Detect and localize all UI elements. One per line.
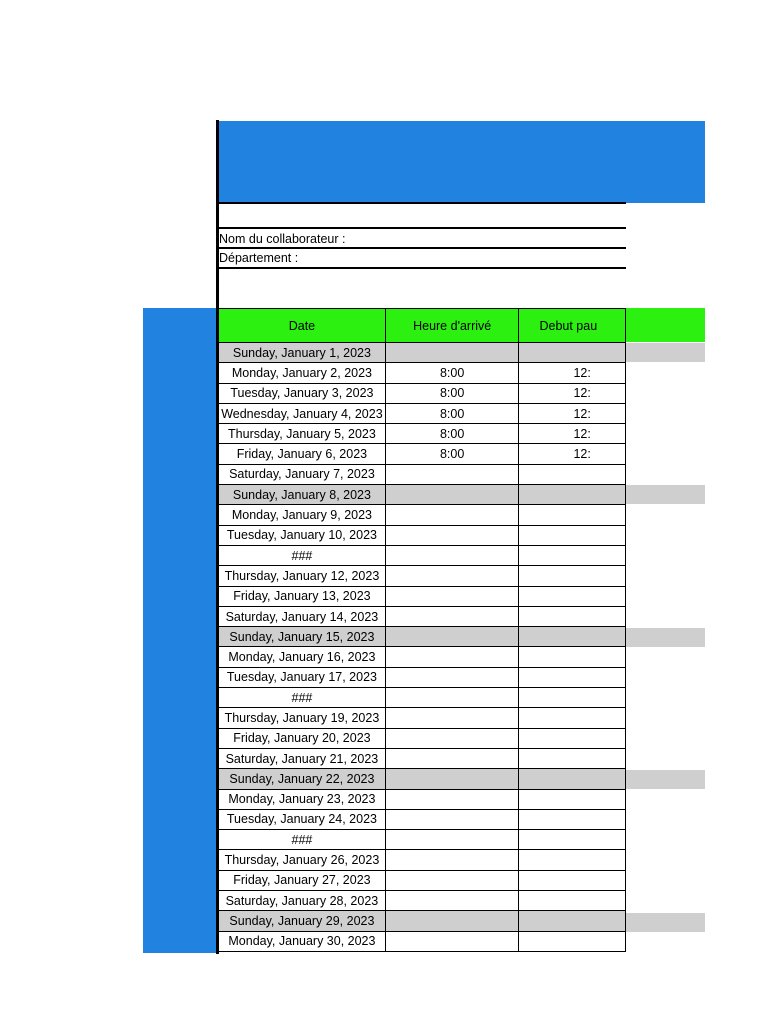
date-cell[interactable]: Wednesday, January 4, 2023: [219, 403, 386, 423]
date-cell[interactable]: Sunday, January 22, 2023: [219, 769, 386, 789]
table-row: [219, 566, 626, 586]
break-start-cell[interactable]: [519, 911, 626, 931]
date-cell[interactable]: Monday, January 30, 2023: [219, 931, 386, 951]
date-cell[interactable]: Tuesday, January 24, 2023: [219, 809, 386, 829]
table-row: [219, 769, 626, 789]
table-row: [219, 403, 626, 423]
date-cell[interactable]: Tuesday, January 3, 2023: [219, 383, 386, 403]
header-row-extension: [626, 308, 705, 342]
break-start-cell[interactable]: 12:: [519, 444, 626, 464]
break-start-cell[interactable]: [519, 485, 626, 505]
arrival-cell[interactable]: [385, 728, 519, 748]
break-start-cell[interactable]: [519, 769, 626, 789]
date-cell[interactable]: Saturday, January 21, 2023: [219, 748, 386, 768]
arrival-cell[interactable]: [385, 464, 519, 484]
sunday-row-extension: [626, 485, 705, 504]
timesheet: [216, 120, 626, 954]
date-cell[interactable]: Sunday, January 15, 2023: [219, 627, 386, 647]
arrival-cell[interactable]: 8:00: [385, 383, 519, 403]
date-cell[interactable]: Saturday, January 14, 2023: [219, 606, 386, 626]
break-start-cell[interactable]: [519, 850, 626, 870]
arrival-cell[interactable]: 8:00: [385, 424, 519, 444]
date-cell[interactable]: Tuesday, January 17, 2023: [219, 667, 386, 687]
arrival-cell[interactable]: [385, 688, 519, 708]
date-cell[interactable]: Friday, January 20, 2023: [219, 728, 386, 748]
break-start-cell[interactable]: [519, 343, 626, 363]
date-cell[interactable]: Friday, January 27, 2023: [219, 870, 386, 890]
date-cell[interactable]: Thursday, January 19, 2023: [219, 708, 386, 728]
table-row: [219, 424, 626, 444]
break-start-cell[interactable]: 12:: [519, 403, 626, 423]
side-banner: [143, 308, 216, 953]
date-cell[interactable]: Monday, January 2, 2023: [219, 363, 386, 383]
arrival-cell[interactable]: [385, 525, 519, 545]
arrival-cell[interactable]: 8:00: [385, 444, 519, 464]
sheet-left-border: [216, 120, 219, 954]
break-start-cell[interactable]: [519, 830, 626, 850]
table-row: [219, 748, 626, 768]
arrival-cell[interactable]: [385, 505, 519, 525]
table-header-row: [219, 309, 626, 343]
column-header-arrival: Heure d'arrivé: [385, 309, 519, 343]
arrival-cell[interactable]: [385, 708, 519, 728]
table-row: [219, 647, 626, 667]
arrival-cell[interactable]: [385, 870, 519, 890]
sunday-row-extension: [626, 628, 705, 647]
sunday-row-extension: [626, 343, 705, 362]
date-cell[interactable]: Monday, January 23, 2023: [219, 789, 386, 809]
table-row: [219, 505, 626, 525]
table-row: [219, 627, 626, 647]
date-cell[interactable]: Thursday, January 5, 2023: [219, 424, 386, 444]
table-row: [219, 586, 626, 606]
table-row: [219, 891, 626, 911]
table-row: [219, 606, 626, 626]
arrival-cell[interactable]: [385, 545, 519, 565]
arrival-cell[interactable]: [385, 647, 519, 667]
arrival-cell[interactable]: [385, 809, 519, 829]
arrival-cell[interactable]: [385, 931, 519, 951]
date-cell[interactable]: ###: [219, 545, 386, 565]
break-start-cell[interactable]: [519, 667, 626, 687]
break-start-cell[interactable]: [519, 931, 626, 951]
arrival-cell[interactable]: [385, 343, 519, 363]
break-start-cell[interactable]: [519, 627, 626, 647]
arrival-cell[interactable]: [385, 606, 519, 626]
arrival-cell[interactable]: [385, 627, 519, 647]
break-start-cell[interactable]: [519, 586, 626, 606]
column-header-break-start: Debut pau: [519, 309, 626, 343]
table-row: [219, 830, 626, 850]
break-start-cell[interactable]: [519, 647, 626, 667]
break-start-cell[interactable]: [519, 789, 626, 809]
arrival-cell[interactable]: [385, 748, 519, 768]
table-row: [219, 444, 626, 464]
sunday-row-extension: [626, 913, 705, 932]
arrival-cell[interactable]: 8:00: [385, 403, 519, 423]
table-row: [219, 870, 626, 890]
date-cell[interactable]: Monday, January 16, 2023: [219, 647, 386, 667]
date-cell[interactable]: Sunday, January 8, 2023: [219, 485, 386, 505]
table-row: [219, 789, 626, 809]
table-row: [219, 850, 626, 870]
date-cell[interactable]: Friday, January 6, 2023: [219, 444, 386, 464]
department-label: Département :: [219, 251, 299, 265]
break-start-cell[interactable]: 12:: [519, 383, 626, 403]
sunday-row-extension: [626, 770, 705, 789]
break-start-cell[interactable]: [519, 505, 626, 525]
employee-name-label: Nom du collaborateur :: [219, 232, 346, 246]
arrival-cell[interactable]: [385, 485, 519, 505]
break-start-cell[interactable]: [519, 728, 626, 748]
break-start-cell[interactable]: [519, 748, 626, 768]
break-start-cell[interactable]: [519, 545, 626, 565]
break-start-cell[interactable]: 12:: [519, 363, 626, 383]
date-cell[interactable]: Thursday, January 12, 2023: [219, 566, 386, 586]
table-row: [219, 485, 626, 505]
break-start-cell[interactable]: [519, 464, 626, 484]
date-cell[interactable]: Monday, January 9, 2023: [219, 505, 386, 525]
break-start-cell[interactable]: 12:: [519, 424, 626, 444]
table-row: [219, 809, 626, 829]
table-row: [219, 688, 626, 708]
arrival-cell[interactable]: [385, 830, 519, 850]
table-row: [219, 343, 626, 363]
divider: [216, 267, 626, 269]
break-start-cell[interactable]: [519, 525, 626, 545]
timesheet-table: [218, 308, 626, 952]
table-row: [219, 383, 626, 403]
arrival-cell[interactable]: [385, 586, 519, 606]
arrival-cell[interactable]: [385, 566, 519, 586]
break-start-cell[interactable]: [519, 688, 626, 708]
table-row: [219, 708, 626, 728]
table-row: [219, 931, 626, 951]
date-cell[interactable]: Sunday, January 29, 2023: [219, 911, 386, 931]
table-row: [219, 464, 626, 484]
table-row: [219, 545, 626, 565]
arrival-cell[interactable]: [385, 911, 519, 931]
arrival-cell[interactable]: 8:00: [385, 363, 519, 383]
column-header-date: Date: [219, 309, 386, 343]
table-row: [219, 911, 626, 931]
date-cell[interactable]: ###: [219, 688, 386, 708]
arrival-cell[interactable]: [385, 891, 519, 911]
break-start-cell[interactable]: [519, 566, 626, 586]
break-start-cell[interactable]: [519, 708, 626, 728]
arrival-cell[interactable]: [385, 667, 519, 687]
table-row: [219, 363, 626, 383]
date-cell[interactable]: Tuesday, January 10, 2023: [219, 525, 386, 545]
table-row: [219, 525, 626, 545]
arrival-cell[interactable]: [385, 850, 519, 870]
divider: [216, 202, 626, 204]
table-row: [219, 728, 626, 748]
date-cell[interactable]: Sunday, January 1, 2023: [219, 343, 386, 363]
break-start-cell[interactable]: [519, 870, 626, 890]
break-start-cell[interactable]: [519, 809, 626, 829]
break-start-cell[interactable]: [519, 891, 626, 911]
date-cell[interactable]: Saturday, January 7, 2023: [219, 464, 386, 484]
date-cell[interactable]: ###: [219, 830, 386, 850]
date-cell[interactable]: Saturday, January 28, 2023: [219, 891, 386, 911]
arrival-cell[interactable]: [385, 769, 519, 789]
arrival-cell[interactable]: [385, 789, 519, 809]
date-cell[interactable]: Thursday, January 26, 2023: [219, 850, 386, 870]
divider: [216, 227, 626, 229]
break-start-cell[interactable]: [519, 606, 626, 626]
date-cell[interactable]: Friday, January 13, 2023: [219, 586, 386, 606]
table-row: [219, 667, 626, 687]
divider: [216, 247, 626, 249]
